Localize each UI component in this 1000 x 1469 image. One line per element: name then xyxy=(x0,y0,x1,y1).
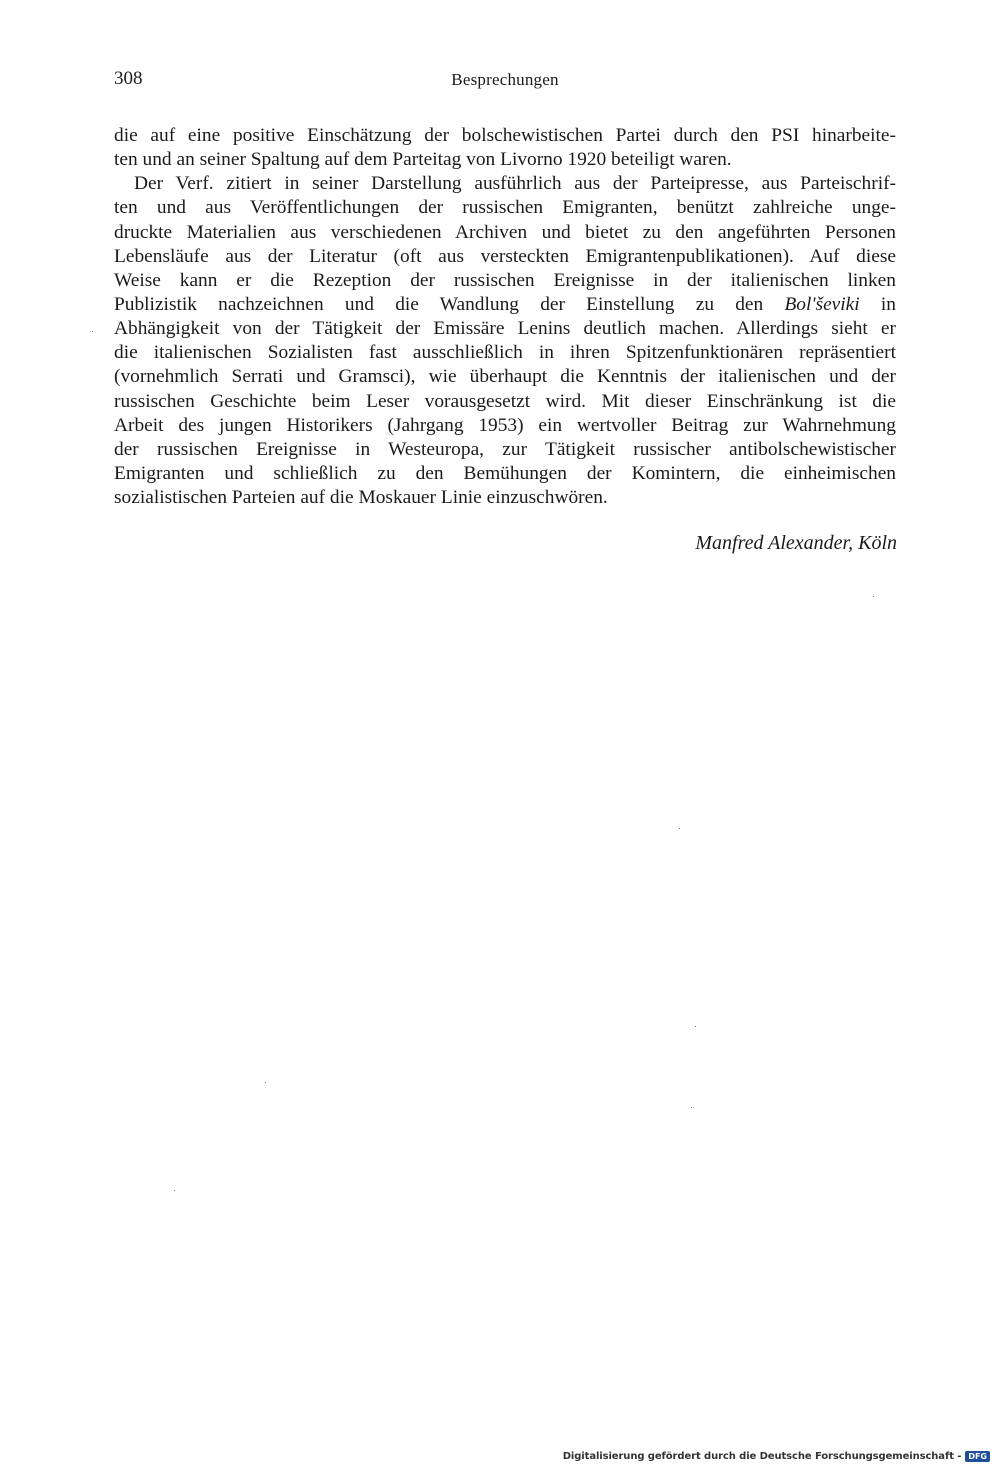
text-line: der russischen Ereignisse in Westeuropa, zur Tätigkeit russischer antibolschewistischer xyxy=(114,438,896,460)
text-line: ten und aus Veröffentlichungen der russischen Emigranten, benützt zahlreiche unge- xyxy=(114,197,896,219)
text-line: die auf eine positive Einschätzung der bolschewistischen Partei durch den PSI hinarbeite- xyxy=(114,125,896,146)
scan-speck xyxy=(679,828,680,829)
text-line: Weise kann er die Rezeption der russischen Ereignisse in der italienischen linken xyxy=(114,269,896,291)
text-line: Abhängigkeit von der Tätigkeit der Emissäre Lenins deutlich machen. Allerdings sieht er xyxy=(114,318,896,340)
text-line: (vornehmlich Serrati und Gramsci), wie überhaupt die Kenntnis der italienischen und der xyxy=(114,366,896,388)
text-line: ten und an seiner Spaltung auf dem Parteitag von Livorno 1920 beteiligt waren. xyxy=(114,149,732,171)
text-line: die italienischen Sozialisten fast ausschließlich in ihren Spitzenfunktionären repräsentiert xyxy=(114,342,896,364)
text-line xyxy=(114,293,896,317)
text-line: Lebensläufe aus der Literatur (oft aus versteckten Emigrantenpublikationen). Auf diese xyxy=(114,245,896,267)
text-line-segment: Publizistik nachzeichnen und die Wandlung der Einstellung zu den xyxy=(114,293,764,315)
text-line: Arbeit des jungen Historikers (Jahrgang 1953) ein wertvoller Beitrag zur Wahrnehmung xyxy=(114,414,896,436)
reviewer-signature: Manfred Alexander, Köln xyxy=(695,532,897,554)
digitization-footer xyxy=(563,1451,990,1462)
scan-speck xyxy=(174,1190,175,1191)
footer-text: Digitalisierung gefördert durch die Deutsche Forschungsgemeinschaft - xyxy=(562,1451,962,1462)
review-body xyxy=(114,124,896,510)
text-line: druckte Materialien aus verschiedenen Archiven und bietet zu den angeführten Personen xyxy=(114,221,896,243)
text-line: sozialistischen Parteien auf die Moskauer Linie einzuschwören. xyxy=(114,487,608,509)
text-line-segment: in xyxy=(880,293,896,315)
scan-speck xyxy=(695,1026,696,1027)
running-head: Besprechungen xyxy=(451,70,559,89)
text-line: Emigranten und schließlich zu den Bemühungen der Komintern, die einheimischen xyxy=(114,462,896,484)
italic-term: Bol'ševiki xyxy=(784,293,860,315)
text-line: Der Verf. zitiert in seiner Darstellung ausführlich aus der Parteipresse, aus Parteischrif- xyxy=(134,173,896,195)
page-number: 308 xyxy=(114,68,143,89)
scan-speck xyxy=(92,331,93,332)
scan-speck xyxy=(265,1082,266,1083)
dfg-logo: DFG xyxy=(965,1451,990,1462)
scan-speck xyxy=(691,1107,692,1108)
text-line: russischen Geschichte beim Leser vorausgesetzt wird. Mit dieser Einschränkung ist die xyxy=(114,390,896,412)
scan-speck xyxy=(873,596,874,597)
